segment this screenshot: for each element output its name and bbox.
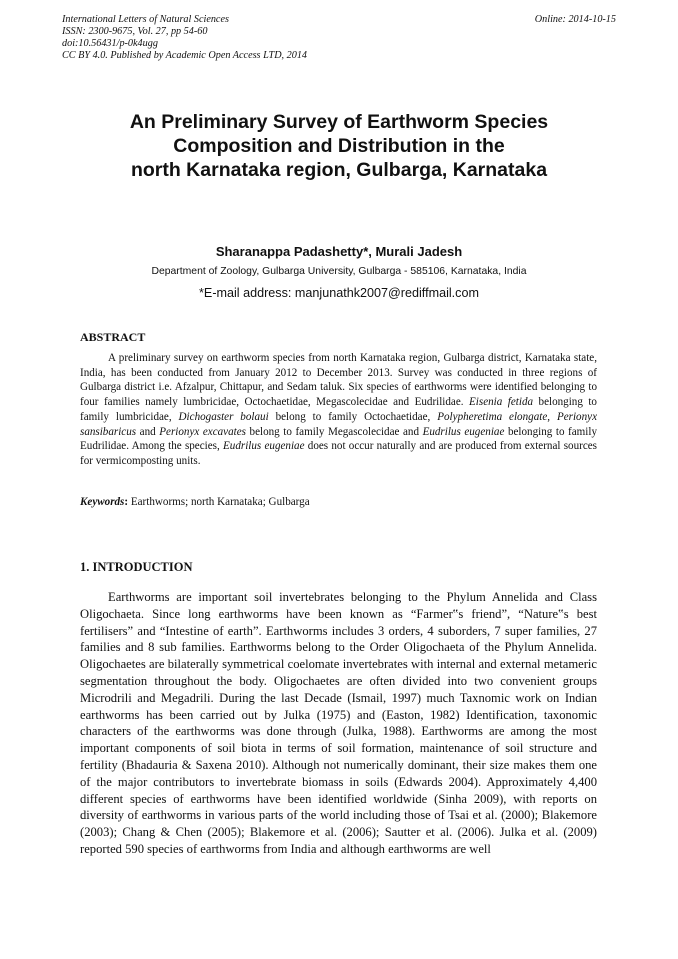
abstract-text-3: belong to family Octochaetidae, [275, 410, 431, 423]
title-line-3: north Karnataka region, Gulbarga, Karnataka [130, 159, 548, 181]
introduction-body: Earthworms are important soil invertebrates belonging to the Phylum Annelida and Class Oligochaeta. Since long earthworms have been known as “Farmer‟s friend”, “Nature‟s best fertilisers” and “Intestine of earth”. Earthworms includes 3 orders, 4 suborders, 7 super families, 27 families and 8 sub families. Earthworms belong to the Order Oligochaeta of the Phylum Annelida. Oligochaetes are bilaterally symmetrical coelomate invertebrates with internal and external metameric segmentation throughout the body. Oligochaetes are often divided into two convenient groups Microdrili and Megadrili. During the last Decade (Ismail, 1997) much Taxnomic work on Indian earthworms has been carried out by Julka (1975) and (Easton, 1982) Identification, taxonomic characters of the earthworms was done through (Julka, 1988). Earthworms are among the most important components of soil biota in terms of soil formation, maintenance of soil structure and fertility (Bhadauria & Saxena 2010). Although not numerically dominant, their size makes them one of the major contributors to invertebrate biomass in soils (Edwards 2004). Approximately 4,400 different species of earthworms have been identified worldwide (Sinha 2009), with reports on diversity of earthworms in various parts of the world including those of Tsai et al. (2000); Blakemore (2003); Chang & Chen (2005); Blakemore et al. (2006); Sautter et al. (2006). Julka et al. (2009) reported 590 species of earthworms from India and although earthworms are well [80, 590, 597, 856]
species-name: Dichogaster bolaui [178, 410, 269, 423]
abstract-text-7: belonging to family Eudrilidae. Among the species, [80, 425, 597, 453]
journal-name: International Letters of Natural Sciences [62, 14, 229, 25]
paper-title [60, 110, 618, 182]
email-address: *E-mail address: manjunathk2007@rediffmail.com [199, 286, 479, 300]
online-date: Online: 2014-10-15 [534, 14, 616, 25]
keywords-text: Earthworms; north Karnataka; Gulbarga [130, 496, 310, 508]
keywords [80, 496, 310, 508]
section-heading-introduction: 1. INTRODUCTION [80, 560, 193, 574]
species-name: Perionyx sansibaricus [80, 410, 597, 438]
doi-line: doi:10.56431/p-0k4ugg [62, 38, 158, 49]
keywords-colon: : [124, 496, 129, 508]
abstract-body [80, 351, 597, 469]
species-name: Perionyx excavates [159, 425, 246, 438]
abstract-heading: ABSTRACT [80, 330, 146, 344]
abstract-text-4: , [547, 410, 551, 423]
affiliation: Department of Zoology, Gulbarga University, Gulbarga - 585106, Karnataka, India [151, 266, 527, 277]
abstract-text-5: and [139, 425, 156, 438]
keywords-label: Keywords [80, 496, 125, 508]
title-line-2: Composition and Distribution in the [173, 135, 505, 157]
title-line-1: An Preliminary Survey of Earthworm Species [129, 111, 549, 133]
issn-line: ISSN: 2300-9675, Vol. 27, pp 54-60 [62, 26, 208, 37]
abstract-text-8: does not occur naturally and are produced from external sources for vermicomposting units. [80, 440, 597, 467]
species-name: Polypheretima elongate [437, 410, 548, 423]
abstract-text-1: A preliminary survey on earthworm species from north Karnataka region, Gulbarga district, Karnataka state, India, has been conducted from January 2012 to December 2013. Survey was conducted in three regions of Gulbarga district i.e. Afzalpur, Chittapur, and Sedam taluk. Six species of earthworms were identified belonging to four families namely lumbricidae, Octochaetidae, Megascolecidae and Eudrilidae. [80, 352, 597, 409]
journal-info [62, 14, 616, 62]
species-name: Eudrilus eugeniae [422, 425, 505, 438]
species-name: Eudrilus eugeniae [223, 440, 305, 453]
species-name: Eisenia fetida [469, 396, 534, 409]
license-line: CC BY 4.0. Published by Academic Open Access LTD, 2014 [62, 50, 308, 61]
abstract-text-2: belonging to family lumbricidae, [80, 396, 597, 423]
authors: Sharanappa Padashetty*, Murali Jadesh [215, 244, 463, 259]
page-header [62, 14, 616, 62]
abstract-text-6: belong to family Megascolecidae and [249, 425, 419, 438]
